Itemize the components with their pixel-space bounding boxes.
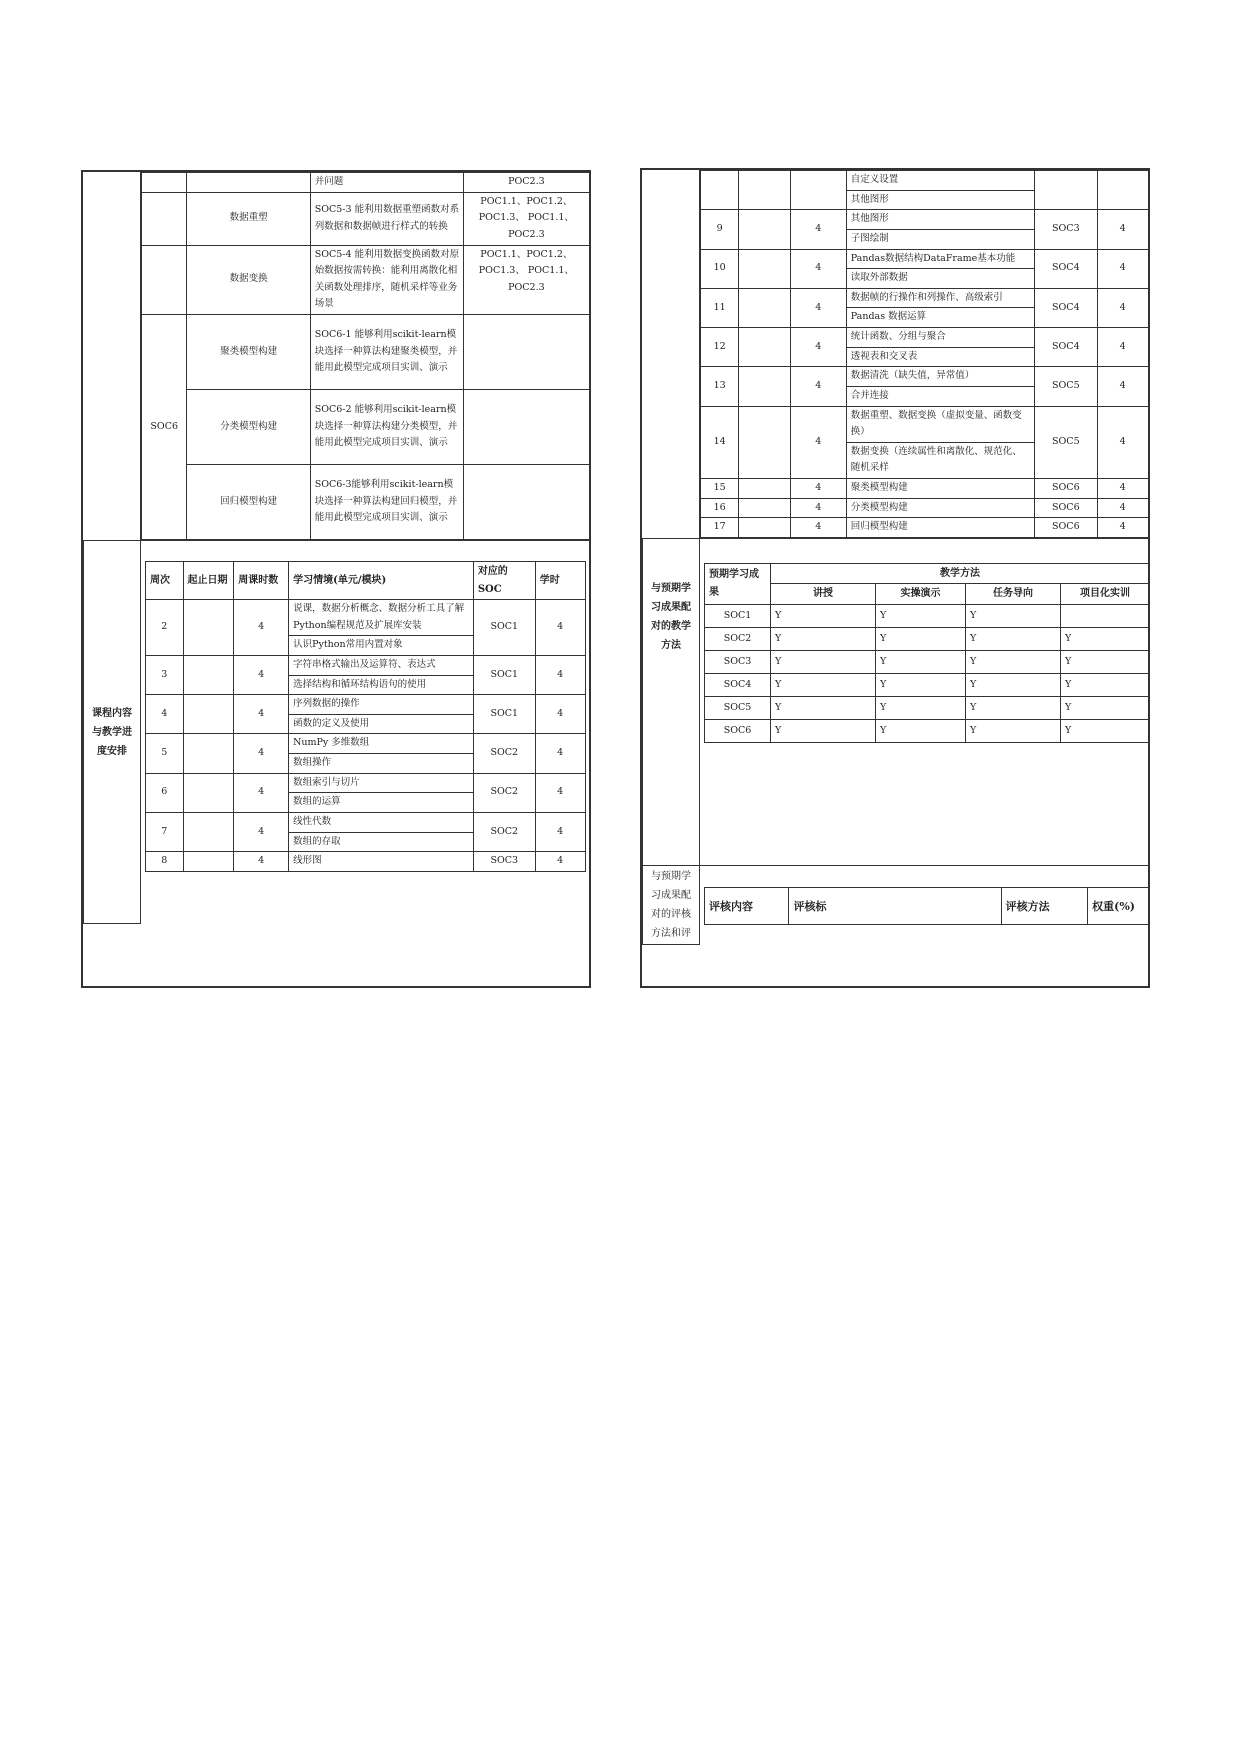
poc-codes <box>464 390 589 465</box>
topic: 数组操作 <box>289 754 474 774</box>
method-mark: Y <box>1061 696 1149 719</box>
topic: 数据变换（连续属性和离散化、规范化、随机采样 <box>846 442 1034 478</box>
right-page <box>640 168 1150 988</box>
left-layout-table <box>83 172 590 924</box>
method-mark: Y <box>1061 719 1149 742</box>
schedule-row <box>146 852 586 872</box>
soc-group-cell <box>142 173 187 193</box>
soc-code: SOC2 <box>473 734 535 773</box>
method-mark: Y <box>771 650 876 673</box>
weekly-hours: 4 <box>790 210 846 249</box>
topic: Pandas 数据运算 <box>846 308 1034 328</box>
method-mark: Y <box>876 650 966 673</box>
week-number: 4 <box>146 695 184 734</box>
topic: 数据清洗（缺失值，异常值） <box>846 367 1034 387</box>
weekly-hours: 4 <box>234 655 289 694</box>
schedule-row <box>701 171 1149 191</box>
date-range <box>183 734 234 773</box>
soc-code <box>1034 171 1097 210</box>
method-mark: Y <box>771 696 876 719</box>
class-hours: 4 <box>1097 328 1148 367</box>
topic: 其他图形 <box>846 190 1034 210</box>
class-hours: 4 <box>1097 498 1148 518</box>
week-number: 7 <box>146 812 184 851</box>
outcome-soc: SOC2 <box>705 627 771 650</box>
weekly-hours: 4 <box>790 288 846 327</box>
outcome-soc: SOC4 <box>705 673 771 696</box>
soc-code: SOC4 <box>1034 288 1097 327</box>
outcome-soc: SOC3 <box>705 650 771 673</box>
section-label-assessment: 与预期学习成果配对的评核方法和评 <box>643 865 700 944</box>
soc-code: SOC4 <box>1034 328 1097 367</box>
week-number: 16 <box>701 498 739 518</box>
week-number: 6 <box>146 773 184 812</box>
weekly-hours: 4 <box>790 406 846 479</box>
poc-codes: POC1.1、POC1.2、POC1.3、 POC1.1、POC2.3 <box>464 245 589 315</box>
method-mark: Y <box>876 604 966 627</box>
topic: 回归模型构建 <box>846 518 1034 538</box>
week-number: 10 <box>701 249 739 288</box>
date-range <box>739 171 791 210</box>
schedule-table-left <box>145 561 586 872</box>
method-mark <box>1061 604 1149 627</box>
weekly-hours <box>790 171 846 210</box>
soc-code: SOC5 <box>1034 367 1097 406</box>
method-row <box>705 719 1149 742</box>
module-desc: SOC6-3能够利用scikit-learn模块选择一种算法构建回归模型，并能用此模型完成项目实训、演示 <box>310 465 464 540</box>
soc-code: SOC6 <box>1034 498 1097 518</box>
date-range <box>739 249 791 288</box>
topic: 数组的存取 <box>289 832 474 852</box>
topic: 序列数据的操作 <box>289 695 474 715</box>
method-mark: Y <box>1061 627 1149 650</box>
weekly-hours: 4 <box>234 852 289 872</box>
topic: Pandas数据结构DataFrame基本功能 <box>846 249 1034 269</box>
class-hours: 4 <box>1097 288 1148 327</box>
schedule-row <box>146 773 586 793</box>
soc-code: SOC3 <box>1034 210 1097 249</box>
week-number: 13 <box>701 367 739 406</box>
date-range <box>183 773 234 812</box>
outcome-header: 预期学习成果 <box>705 563 771 604</box>
weekly-hours: 4 <box>234 734 289 773</box>
class-hours: 4 <box>535 734 585 773</box>
module-name: 分类模型构建 <box>187 390 310 465</box>
class-hours: 4 <box>1097 249 1148 288</box>
topic: 数组的运算 <box>289 793 474 813</box>
schedule-row <box>701 288 1149 308</box>
soc-code: SOC4 <box>1034 249 1097 288</box>
date-range <box>739 479 791 499</box>
soc-group-cell <box>142 192 187 245</box>
class-hours: 4 <box>535 812 585 851</box>
class-hours: 4 <box>535 773 585 812</box>
method-mark: Y <box>876 719 966 742</box>
topic: 其他图形 <box>846 210 1034 230</box>
weekly-hours: 4 <box>790 249 846 288</box>
soc-code: SOC1 <box>473 600 535 656</box>
class-hours: 4 <box>535 600 585 656</box>
method-mark: Y <box>966 673 1061 696</box>
module-name: 数据重塑 <box>187 192 310 245</box>
method-mark: Y <box>771 604 876 627</box>
topic: 认识Python常用内置对象 <box>289 636 474 656</box>
date-range <box>183 655 234 694</box>
weekly-hours: 4 <box>234 812 289 851</box>
week-number <box>701 171 739 210</box>
method-mark: Y <box>876 696 966 719</box>
topic: 数组索引与切片 <box>289 773 474 793</box>
schedule-header: 周课时数 <box>234 562 289 600</box>
schedule-header-row <box>146 562 586 600</box>
topic: 字符串格式输出及运算符、表达式 <box>289 655 474 675</box>
weekly-hours: 4 <box>790 518 846 538</box>
soc-code: SOC2 <box>473 812 535 851</box>
schedule-row <box>701 479 1149 499</box>
schedule-row <box>146 600 586 636</box>
method-mark: Y <box>771 673 876 696</box>
class-hours: 4 <box>1097 479 1148 499</box>
outcome-soc: SOC1 <box>705 604 771 627</box>
poc-codes <box>464 315 589 390</box>
week-number: 15 <box>701 479 739 499</box>
class-hours: 4 <box>1097 518 1148 538</box>
method-mark: Y <box>966 650 1061 673</box>
date-range <box>183 695 234 734</box>
weekly-hours: 4 <box>790 328 846 367</box>
topic: 读取外部数据 <box>846 269 1034 289</box>
topic: 选择结构和循环结构语句的使用 <box>289 675 474 695</box>
schedule-row <box>701 518 1149 538</box>
module-name: 聚类模型构建 <box>187 315 310 390</box>
schedule-header: 起止日期 <box>183 562 234 600</box>
methods-table <box>704 563 1149 743</box>
schedule-row <box>146 695 586 715</box>
method-mark: Y <box>771 627 876 650</box>
date-range <box>183 852 234 872</box>
soc6-row <box>142 465 590 540</box>
right-layout-table <box>642 170 1149 945</box>
soc6-row <box>142 390 590 465</box>
soc6-row <box>142 315 590 390</box>
class-hours: 4 <box>535 655 585 694</box>
method-row <box>705 673 1149 696</box>
schedule-table-right <box>700 170 1149 538</box>
assessment-table <box>704 887 1149 925</box>
class-hours: 4 <box>1097 367 1148 406</box>
class-hours: 4 <box>535 695 585 734</box>
schedule-row <box>701 406 1149 442</box>
soc-group-cell <box>142 245 187 315</box>
soc-code: SOC1 <box>473 695 535 734</box>
topic: 统计函数、分组与聚合 <box>846 328 1034 348</box>
method-row <box>705 650 1149 673</box>
weekly-hours: 4 <box>790 498 846 518</box>
topic: 线性代数 <box>289 812 474 832</box>
week-number: 3 <box>146 655 184 694</box>
schedule-header: 学时 <box>535 562 585 600</box>
method-mark: Y <box>966 604 1061 627</box>
schedule-header: 学习情境(单元/模块) <box>289 562 474 600</box>
method-mark: Y <box>1061 673 1149 696</box>
date-range <box>739 288 791 327</box>
assessment-header: 权重(%) <box>1088 888 1148 925</box>
outcome-soc: SOC5 <box>705 696 771 719</box>
topic: 聚类模型构建 <box>846 479 1034 499</box>
assessment-header: 评核方法 <box>1001 888 1087 925</box>
schedule-header: 周次 <box>146 562 184 600</box>
soc-code: SOC2 <box>473 773 535 812</box>
class-hours <box>1097 171 1148 210</box>
method-row <box>705 627 1149 650</box>
method-row <box>705 604 1149 627</box>
soc-code: SOC1 <box>473 655 535 694</box>
assessment-header: 评核标 <box>789 888 1001 925</box>
schedule-row <box>701 367 1149 387</box>
schedule-row <box>701 498 1149 518</box>
method-header: 项目化实训 <box>1061 584 1149 605</box>
method-mark: Y <box>876 673 966 696</box>
method-mark: Y <box>966 696 1061 719</box>
methods-group-header: 教学方法 <box>771 563 1149 584</box>
topic: 透视表和交叉表 <box>846 347 1034 367</box>
module-desc: SOC6-1 能够利用scikit-learn模块选择一种算法构建聚类模型，并能用此模型完成项目实训、演示 <box>310 315 464 390</box>
method-header: 任务导向 <box>966 584 1061 605</box>
class-hours: 4 <box>535 852 585 872</box>
soc5-row <box>142 192 590 245</box>
week-number: 12 <box>701 328 739 367</box>
method-header: 实操演示 <box>876 584 966 605</box>
week-number: 2 <box>146 600 184 656</box>
outcome-soc: SOC6 <box>705 719 771 742</box>
class-hours: 4 <box>1097 210 1148 249</box>
schedule-row <box>701 249 1149 269</box>
date-range <box>183 600 234 656</box>
schedule-header: 对应的SOC <box>473 562 535 600</box>
week-number: 14 <box>701 406 739 479</box>
module-name: 回归模型构建 <box>187 465 310 540</box>
poc-codes <box>464 465 589 540</box>
weekly-hours: 4 <box>234 695 289 734</box>
date-range <box>739 328 791 367</box>
assessment-header: 评核内容 <box>705 888 789 925</box>
week-number: 8 <box>146 852 184 872</box>
soc5-row <box>142 245 590 315</box>
weekly-hours: 4 <box>790 367 846 406</box>
week-number: 5 <box>146 734 184 773</box>
topic: 分类模型构建 <box>846 498 1034 518</box>
schedule-row <box>701 328 1149 348</box>
date-range <box>739 406 791 479</box>
date-range <box>739 518 791 538</box>
date-range <box>183 812 234 851</box>
section-label-methods: 与预期学习成果配对的教学方法 <box>643 538 700 865</box>
week-number: 11 <box>701 288 739 327</box>
weekly-hours: 4 <box>234 773 289 812</box>
topic: 子图绘制 <box>846 229 1034 249</box>
module-desc: SOC5-3 能利用数据重塑函数对系列数据和数据帧进行样式的转换 <box>310 192 464 245</box>
soc6-label: SOC6 <box>142 315 187 540</box>
module-name: 数据变换 <box>187 245 310 315</box>
week-number: 17 <box>701 518 739 538</box>
soc-detail-table <box>141 172 590 540</box>
class-hours: 4 <box>1097 406 1148 479</box>
module-desc: 并问题 <box>310 173 464 193</box>
poc-codes: POC2.3 <box>464 173 589 193</box>
left-page <box>81 170 591 988</box>
topic: 自定义设置 <box>846 171 1034 191</box>
poc-codes: POC1.1、POC1.2、POC1.3、 POC1.1、POC2.3 <box>464 192 589 245</box>
method-mark: Y <box>1061 650 1149 673</box>
soc-code: SOC6 <box>1034 518 1097 538</box>
method-mark: Y <box>771 719 876 742</box>
week-number: 9 <box>701 210 739 249</box>
method-header: 讲授 <box>771 584 876 605</box>
method-mark: Y <box>876 627 966 650</box>
soc-code: SOC3 <box>473 852 535 872</box>
topic: 数据帧的行操作和列操作、高级索引 <box>846 288 1034 308</box>
section-label-schedule: 课程内容与教学进度安排 <box>84 541 141 924</box>
module-name <box>187 173 310 193</box>
schedule-row <box>701 210 1149 230</box>
method-mark: Y <box>966 627 1061 650</box>
topic: 线形图 <box>289 852 474 872</box>
method-row <box>705 696 1149 719</box>
soc-code: SOC6 <box>1034 479 1097 499</box>
module-desc: SOC5-4 能利用数据变换函数对原始数据按需转换：能利用离散化相关函数处理排序，随机采样等业务场景 <box>310 245 464 315</box>
soc-code: SOC5 <box>1034 406 1097 479</box>
topic: 说课，数据分析概念、数据分析工具了解Python编程规范及扩展库安装 <box>289 600 474 636</box>
topic: 函数的定义及使用 <box>289 714 474 734</box>
method-mark: Y <box>966 719 1061 742</box>
topic: NumPy 多维数组 <box>289 734 474 754</box>
date-range <box>739 498 791 518</box>
topic: 数据重塑、数据变换（虚拟变量、函数变换） <box>846 406 1034 442</box>
module-desc: SOC6-2 能够利用scikit-learn模块选择一种算法构建分类模型，并能用此模型完成项目实训、演示 <box>310 390 464 465</box>
schedule-row <box>146 812 586 832</box>
soc5-row <box>142 173 590 193</box>
date-range <box>739 367 791 406</box>
topic: 合并连接 <box>846 386 1034 406</box>
schedule-row <box>146 734 586 754</box>
schedule-row <box>146 655 586 675</box>
weekly-hours: 4 <box>790 479 846 499</box>
date-range <box>739 210 791 249</box>
weekly-hours: 4 <box>234 600 289 656</box>
